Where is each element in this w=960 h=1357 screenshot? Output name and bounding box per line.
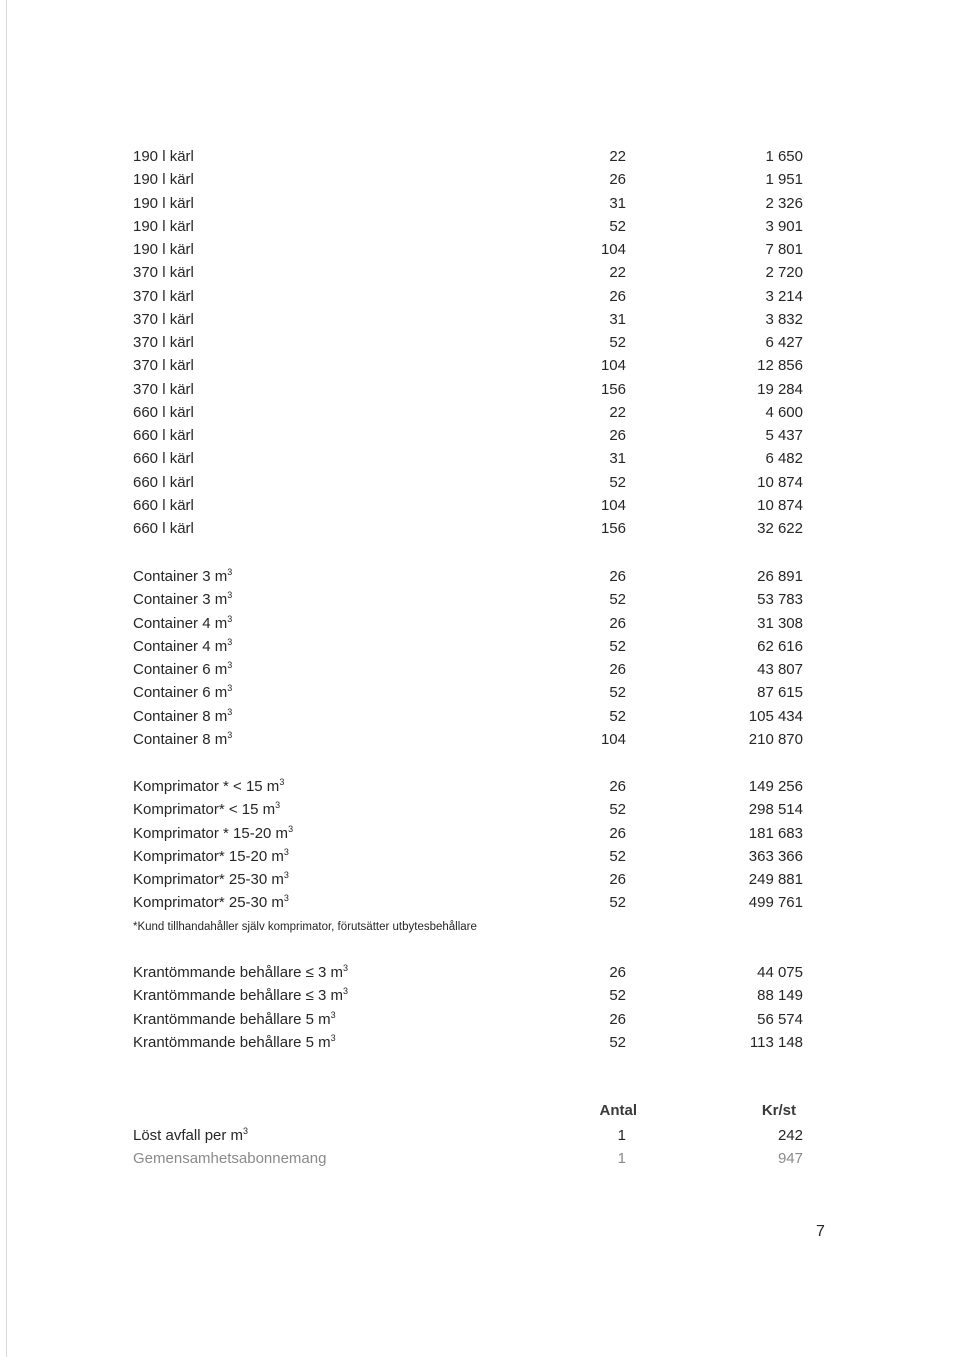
row-quantity: 156 [600, 380, 626, 398]
table-row [0, 613, 960, 635]
row-quantity: 52 [609, 801, 626, 819]
row-label [133, 216, 194, 238]
row-label-text: 190 l kärl [133, 171, 194, 189]
row-price: 242 [777, 1127, 803, 1144]
table-row [0, 892, 960, 914]
row-quantity: 52 [609, 684, 626, 702]
unit-superscript: 3 [227, 660, 233, 670]
row-quantity: 31 [609, 194, 626, 212]
row-label [133, 589, 232, 611]
row-label [133, 193, 194, 215]
row-price: 1 951 [765, 171, 803, 189]
row-label [133, 495, 194, 517]
row-quantity: 52 [609, 1033, 626, 1051]
row-label [133, 566, 232, 588]
table-row [0, 193, 960, 215]
row-label-text: Container 6 m [133, 661, 228, 678]
row-price: 363 366 [748, 847, 803, 865]
table-row [0, 1009, 960, 1031]
row-label-text: 190 l kärl [133, 194, 194, 212]
unit-superscript: 3 [343, 963, 349, 973]
row-price: 105 434 [748, 707, 803, 725]
row-label [133, 729, 232, 751]
row-quantity: 22 [609, 148, 626, 165]
row-label [133, 448, 194, 470]
row-label-text: Krantömmande behållare ≤ 3 m [133, 964, 344, 981]
row-label-text: 370 l kärl [133, 264, 194, 282]
row-quantity: 26 [609, 614, 626, 632]
row-label-text: 370 l kärl [133, 287, 194, 305]
unit-superscript: 3 [283, 893, 289, 904]
row-label-text: 370 l kärl [133, 334, 194, 351]
row-price: 44 075 [757, 964, 803, 981]
row-price: 2 720 [765, 264, 803, 282]
row-quantity: 31 [609, 450, 626, 468]
row-label [133, 985, 348, 1007]
row-label [133, 262, 194, 284]
table-row [0, 636, 960, 658]
row-price: 210 870 [748, 730, 803, 748]
row-quantity: 22 [609, 264, 626, 282]
row-quantity: 52 [609, 987, 626, 1005]
row-label [133, 1032, 336, 1054]
unit-superscript: 3 [227, 613, 233, 624]
table-row [0, 472, 960, 494]
row-label [133, 402, 194, 424]
row-quantity: 26 [609, 871, 626, 888]
row-label-text: 370 l kärl [133, 357, 194, 375]
row-label [133, 636, 232, 658]
row-quantity: 104 [600, 496, 626, 514]
row-quantity: 1 [617, 1150, 626, 1168]
row-label [133, 472, 194, 494]
row-price: 19 284 [757, 380, 803, 398]
row-label [133, 425, 194, 447]
row-label [133, 379, 194, 401]
row-price: 56 574 [757, 1010, 803, 1028]
row-label [133, 146, 194, 168]
row-label [133, 613, 232, 635]
row-quantity: 52 [609, 847, 626, 865]
table-row [0, 518, 960, 540]
row-label-text: Krantömmande behållare ≤ 3 m [133, 987, 344, 1005]
row-price: 62 616 [757, 637, 803, 655]
row-quantity: 52 [609, 894, 626, 912]
unit-superscript: 3 [279, 777, 285, 787]
table-row [0, 566, 960, 588]
unit-superscript: 3 [227, 567, 233, 577]
row-price: 32 622 [757, 520, 803, 537]
row-label-text: 190 l kärl [133, 241, 194, 258]
row-price: 3 832 [765, 310, 803, 328]
row-label-text: 660 l kärl [133, 473, 194, 491]
unit-superscript: 3 [283, 870, 289, 880]
row-price: 6 482 [765, 450, 803, 468]
row-label [133, 286, 194, 308]
row-price: 12 856 [757, 357, 803, 375]
row-label-text: Container 8 m [133, 707, 228, 725]
unit-superscript: 3 [227, 683, 233, 694]
row-quantity: 52 [609, 707, 626, 725]
row-price: 10 874 [757, 496, 803, 514]
row-label [133, 776, 284, 798]
row-quantity: 104 [600, 730, 626, 748]
page-number: 7 [816, 1223, 825, 1240]
row-price: 88 149 [757, 987, 803, 1005]
row-price: 181 683 [748, 824, 803, 842]
table-row [0, 846, 960, 868]
row-label [133, 869, 289, 891]
table-row [0, 425, 960, 447]
row-label [133, 1148, 326, 1170]
unit-superscript: 3 [227, 590, 233, 601]
table-row [0, 239, 960, 261]
table-row [0, 448, 960, 470]
row-price: 10 874 [757, 473, 803, 491]
row-label-text: Krantömmande behållare 5 m [133, 1010, 331, 1028]
row-label-text: 190 l kärl [133, 217, 194, 235]
row-quantity: 26 [609, 1010, 626, 1028]
table-row [0, 823, 960, 845]
row-label [133, 355, 194, 377]
row-price: 3 901 [765, 217, 803, 235]
row-price: 149 256 [748, 778, 803, 795]
row-quantity: 31 [609, 310, 626, 328]
row-label-text: Komprimator* 25-30 m [133, 894, 284, 912]
row-price: 499 761 [748, 894, 803, 912]
row-quantity: 22 [609, 403, 626, 421]
row-label [133, 892, 289, 914]
row-price: 298 514 [748, 801, 803, 819]
row-label [133, 682, 232, 704]
row-price: 53 783 [757, 591, 803, 609]
row-label [133, 1009, 336, 1031]
row-label-text: 660 l kärl [133, 403, 194, 421]
row-price: 4 600 [765, 403, 803, 421]
row-label-text: 660 l kärl [133, 496, 194, 514]
row-price: 249 881 [748, 871, 803, 888]
row-price: 947 [777, 1150, 803, 1168]
row-label-text: Container 3 m [133, 568, 228, 585]
table-row [0, 309, 960, 331]
unit-superscript: 3 [275, 800, 281, 811]
table-row [0, 706, 960, 728]
row-quantity: 26 [609, 427, 626, 444]
row-label-text: 660 l kärl [133, 450, 194, 468]
row-price: 2 326 [765, 194, 803, 212]
unit-superscript: 3 [227, 706, 233, 717]
row-label-text: 190 l kärl [133, 148, 194, 165]
table-row [0, 682, 960, 704]
row-price: 43 807 [757, 661, 803, 678]
table-row [0, 286, 960, 308]
table-row [0, 776, 960, 798]
table-row [0, 495, 960, 517]
row-quantity: 52 [609, 334, 626, 351]
table-row [0, 379, 960, 401]
row-label-text: Komprimator* < 15 m [133, 801, 276, 819]
row-label-text: Komprimator * 15-20 m [133, 824, 289, 842]
table-row [0, 1148, 960, 1170]
header-antal: Antal [599, 1102, 637, 1119]
row-price: 7 801 [765, 241, 803, 258]
unit-superscript: 3 [330, 1009, 336, 1020]
row-label [133, 518, 194, 540]
table-row [0, 729, 960, 751]
row-price: 31 308 [757, 614, 803, 632]
row-price: 3 214 [765, 287, 803, 305]
table-row [0, 216, 960, 238]
unit-superscript: 3 [227, 636, 233, 647]
row-label-text: Container 4 m [133, 614, 228, 632]
table-row [0, 169, 960, 191]
row-label-text: Gemensamhetsabonnemang [133, 1150, 327, 1168]
table-row [0, 402, 960, 424]
table-row [0, 589, 960, 611]
unit-superscript: 3 [330, 1032, 336, 1043]
row-label [133, 846, 289, 868]
row-label [133, 239, 194, 261]
row-label [133, 659, 232, 681]
row-label-text: Krantömmande behållare 5 m [133, 1033, 331, 1051]
table-row [0, 332, 960, 354]
row-quantity: 104 [600, 241, 626, 258]
row-label-text: Container 4 m [133, 637, 228, 655]
unit-superscript: 3 [343, 986, 349, 997]
row-price: 6 427 [765, 334, 803, 351]
row-label [133, 169, 194, 191]
row-label-text: Löst avfall per m [133, 1127, 244, 1144]
unit-superscript: 3 [227, 729, 233, 740]
row-quantity: 52 [609, 473, 626, 491]
unit-superscript: 3 [288, 823, 294, 834]
row-label-text: 660 l kärl [133, 520, 194, 537]
row-quantity: 26 [609, 824, 626, 842]
row-label [133, 799, 280, 821]
row-label [133, 1125, 248, 1147]
row-label [133, 962, 348, 984]
row-price: 113 148 [749, 1033, 803, 1051]
row-quantity: 104 [600, 357, 626, 375]
footnote: *Kund tillhandahåller själv komprimator, förutsätter utbytesbehållare [133, 921, 477, 933]
row-label-text: Container 3 m [133, 591, 228, 609]
unit-superscript: 3 [283, 846, 289, 857]
row-price: 1 650 [765, 148, 803, 165]
row-label-text: Komprimator* 15-20 m [133, 847, 284, 865]
row-label [133, 332, 194, 354]
row-label-text: Container 6 m [133, 684, 228, 702]
table-row [0, 962, 960, 984]
unit-superscript: 3 [243, 1126, 249, 1136]
row-label [133, 706, 232, 728]
row-label-text: 660 l kärl [133, 427, 194, 444]
row-quantity: 26 [609, 661, 626, 678]
table-row [0, 799, 960, 821]
row-quantity: 52 [609, 637, 626, 655]
header-kr-st: Kr/st [761, 1102, 796, 1119]
row-label-text: Komprimator * < 15 m [133, 778, 280, 795]
row-label-text: 370 l kärl [133, 380, 194, 398]
table-row [0, 146, 960, 168]
row-label [133, 309, 194, 331]
table-row [0, 262, 960, 284]
row-quantity: 26 [609, 964, 626, 981]
row-quantity: 52 [609, 591, 626, 609]
table-row [0, 1032, 960, 1054]
row-quantity: 26 [609, 778, 626, 795]
row-quantity: 26 [609, 287, 626, 305]
row-quantity: 156 [600, 520, 626, 537]
row-quantity: 1 [617, 1127, 626, 1144]
table-row [0, 355, 960, 377]
row-quantity: 26 [609, 171, 626, 189]
row-price: 5 437 [765, 427, 803, 444]
row-price: 87 615 [757, 684, 803, 702]
table-row [0, 1125, 960, 1147]
row-price: 26 891 [757, 568, 803, 585]
table-row [0, 659, 960, 681]
table-row [0, 869, 960, 891]
row-label [133, 823, 293, 845]
row-label-text: Komprimator* 25-30 m [133, 871, 284, 888]
row-label-text: Container 8 m [133, 730, 228, 748]
row-quantity: 52 [609, 217, 626, 235]
row-label-text: 370 l kärl [133, 310, 194, 328]
table-row [0, 985, 960, 1007]
row-quantity: 26 [609, 568, 626, 585]
